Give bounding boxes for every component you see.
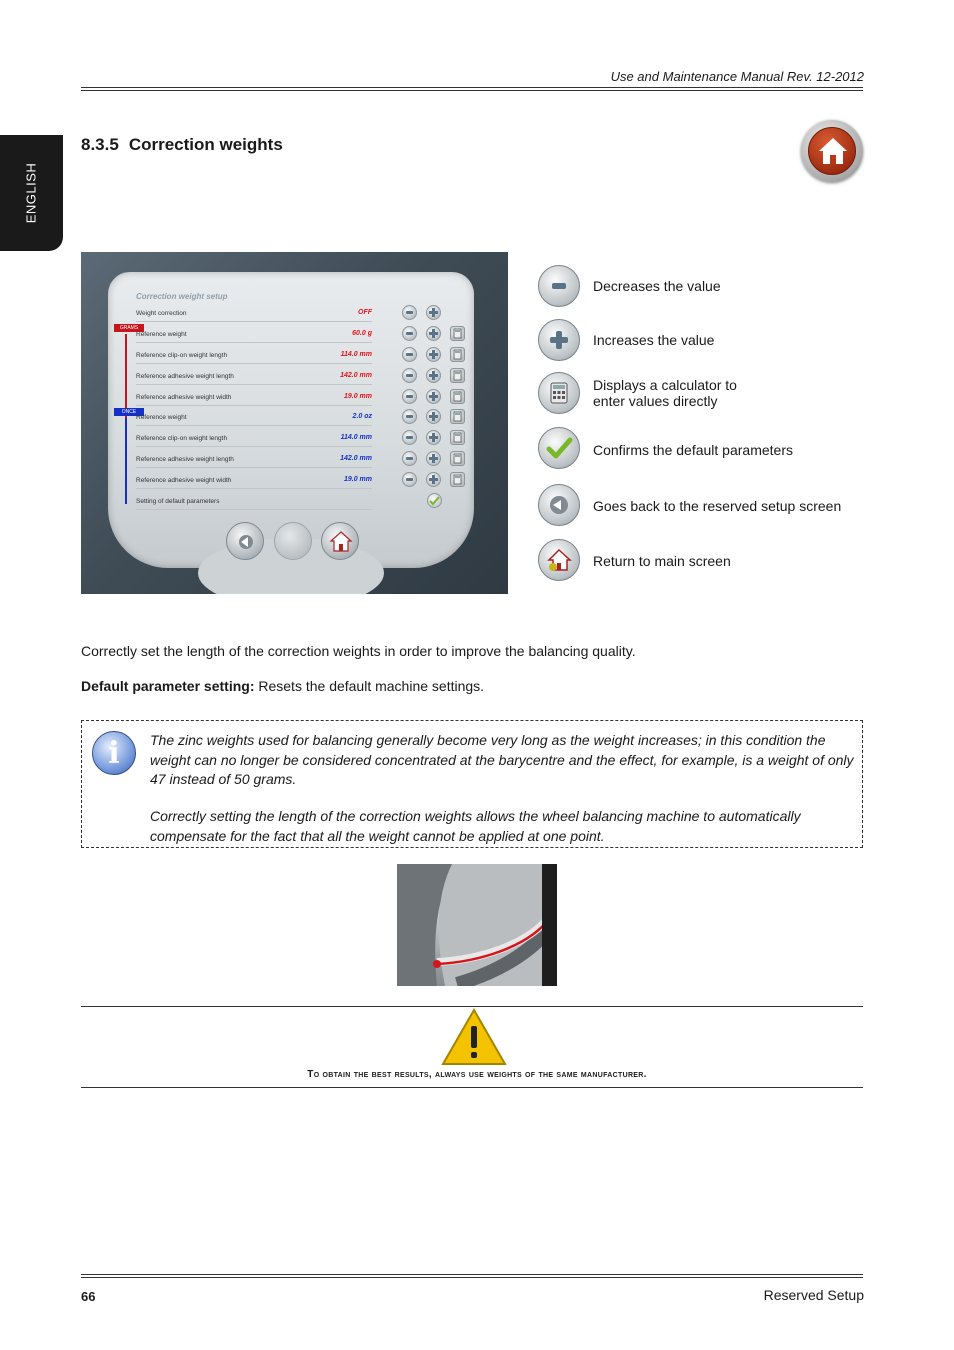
legend-minus-icon <box>538 265 580 307</box>
section-heading <box>81 135 283 155</box>
wheel-weight-photo <box>397 864 557 986</box>
screen-row <box>136 450 372 468</box>
screen-minus-button <box>402 347 417 362</box>
screen-plus-button <box>426 347 441 362</box>
screen-row <box>136 367 372 385</box>
group-ounce-bar <box>125 418 127 504</box>
screen-calculator-button <box>450 389 465 404</box>
legend-calculator-icon <box>538 372 580 414</box>
legend-text-confirm: Confirms the default parameters <box>593 442 793 458</box>
header-title: Use and Maintenance Manual Rev. 12-2012 <box>610 69 864 84</box>
default-setting-paragraph <box>81 678 484 694</box>
language-tab <box>0 135 63 251</box>
screen-row-label: Reference clip-on weight length <box>136 352 228 359</box>
screen-plus-button <box>426 305 441 320</box>
screen-calculator-button <box>450 347 465 362</box>
screen-row-value: 114.0 mm <box>340 434 372 441</box>
screen-plus-button <box>426 368 441 383</box>
default-setting-text: Resets the default machine settings. <box>254 678 485 694</box>
legend-text-increase: Increases the value <box>593 332 715 348</box>
warning-icon <box>441 1008 507 1066</box>
page-number: 66 <box>81 1289 96 1304</box>
screen-title: Correction weight setup <box>136 292 228 301</box>
screen-plus-button <box>426 326 441 341</box>
screen-calculator-button <box>450 409 465 424</box>
screen-row-value: 114.0 mm <box>340 351 372 358</box>
screen-row-value: 60.0 g <box>352 330 372 337</box>
note-paragraph-1: The zinc weights used for balancing generally become very long as the weight increases; in this condition the weight can no longer be considered concentrated at the barycentre and the effect, for example, is a weight of only 47 instead of 50 grams. <box>150 732 854 787</box>
screen-row <box>136 492 372 510</box>
screen-row-value: OFF <box>358 309 372 316</box>
screen-calculator-button <box>450 451 465 466</box>
warning-bottom-rule <box>81 1087 863 1088</box>
screen-minus-button <box>402 326 417 341</box>
screen-minus-button <box>402 389 417 404</box>
legend-text-home: Return to main screen <box>593 553 731 569</box>
legend-text-calculator-line2: enter values directly <box>593 393 718 409</box>
screen-minus-button <box>402 451 417 466</box>
setup-screen-image <box>81 252 508 594</box>
screen-minus-button <box>402 430 417 445</box>
screen-row-value: 142.0 mm <box>340 372 372 379</box>
legend-text-calculator <box>593 377 737 409</box>
info-icon: i <box>92 731 136 775</box>
screen-row-label: Setting of default parameters <box>136 498 220 505</box>
legend-check-icon <box>538 427 580 469</box>
screen-plus-button <box>426 430 441 445</box>
screen-row-value: 142.0 mm <box>340 455 372 462</box>
screen-row-value: 19.0 mm <box>343 393 372 400</box>
screen-forward-button <box>274 522 312 560</box>
screen-row-label: Reference adhesive weight width <box>136 394 232 401</box>
group-grams-tag: GRAMS <box>114 324 144 332</box>
info-note <box>81 720 863 848</box>
footer-rule <box>81 1274 863 1278</box>
screen-row <box>136 325 372 343</box>
screen-row-value: 19.0 mm <box>343 476 372 483</box>
section-number: 8.3.5 <box>81 135 119 154</box>
language-tab-label: ENGLISH <box>23 162 39 224</box>
screen-confirm-button <box>427 493 442 508</box>
screen-minus-button <box>402 472 417 487</box>
screen-calculator-button <box>450 430 465 445</box>
legend-text-decrease: Decreases the value <box>593 278 721 294</box>
screen-minus-button <box>402 409 417 424</box>
screen-row <box>136 471 372 489</box>
screen-plus-button <box>426 409 441 424</box>
body-paragraph: Correctly set the length of the correction weights in order to improve the balancing quality. <box>81 643 636 659</box>
screen-minus-button <box>402 368 417 383</box>
screen-row-label: Reference adhesive weight length <box>136 373 234 380</box>
screen-row-value: 2.0 oz <box>352 413 372 420</box>
screen-row <box>136 429 372 447</box>
legend-plus-icon <box>538 319 580 361</box>
screen-minus-button <box>402 305 417 320</box>
screen-row <box>136 304 372 322</box>
legend-text-calculator-line1: Displays a calculator to <box>593 377 737 393</box>
screen-plus-button <box>426 389 441 404</box>
legend-home-icon <box>538 539 580 581</box>
legend-text-back: Goes back to the reserved setup screen <box>593 498 842 514</box>
default-setting-label: Default parameter setting: <box>81 678 255 694</box>
screen-row-label: Weight correction <box>136 310 187 317</box>
home-badge-icon <box>801 120 863 182</box>
warning-text: To obtain the best results, always use weights of the same manufacturer. <box>307 1069 647 1080</box>
screen-row-label: Reference weight <box>136 414 187 421</box>
screen-row-label: Reference clip-on weight length <box>136 435 228 442</box>
screen-back-button <box>226 522 264 560</box>
screen-plus-button <box>426 451 441 466</box>
header-rule <box>81 87 863 91</box>
screen-row <box>136 388 372 406</box>
screen-calculator-button <box>450 326 465 341</box>
screen-calculator-button <box>450 368 465 383</box>
footer-section: Reserved Setup <box>763 1287 864 1303</box>
screen-row <box>136 346 372 364</box>
screen-home-button <box>321 522 359 560</box>
legend-back-icon <box>538 484 580 526</box>
screen-row-label: Reference adhesive weight width <box>136 477 232 484</box>
screen-row-label: Reference adhesive weight length <box>136 456 234 463</box>
screen-row-label: Reference weight <box>136 331 187 338</box>
warning-top-rule <box>81 1006 863 1007</box>
screen-plus-button <box>426 472 441 487</box>
section-title: Correction weights <box>128 135 283 154</box>
screen-row <box>136 408 372 426</box>
note-paragraph-2: Correctly setting the length of the correction weights allows the wheel balancing machine to automatically compensate for the fact that all the weight cannot be applied at one point. <box>150 808 801 844</box>
group-ounce-tag: ONCE <box>114 408 144 416</box>
screen-calculator-button <box>450 472 465 487</box>
